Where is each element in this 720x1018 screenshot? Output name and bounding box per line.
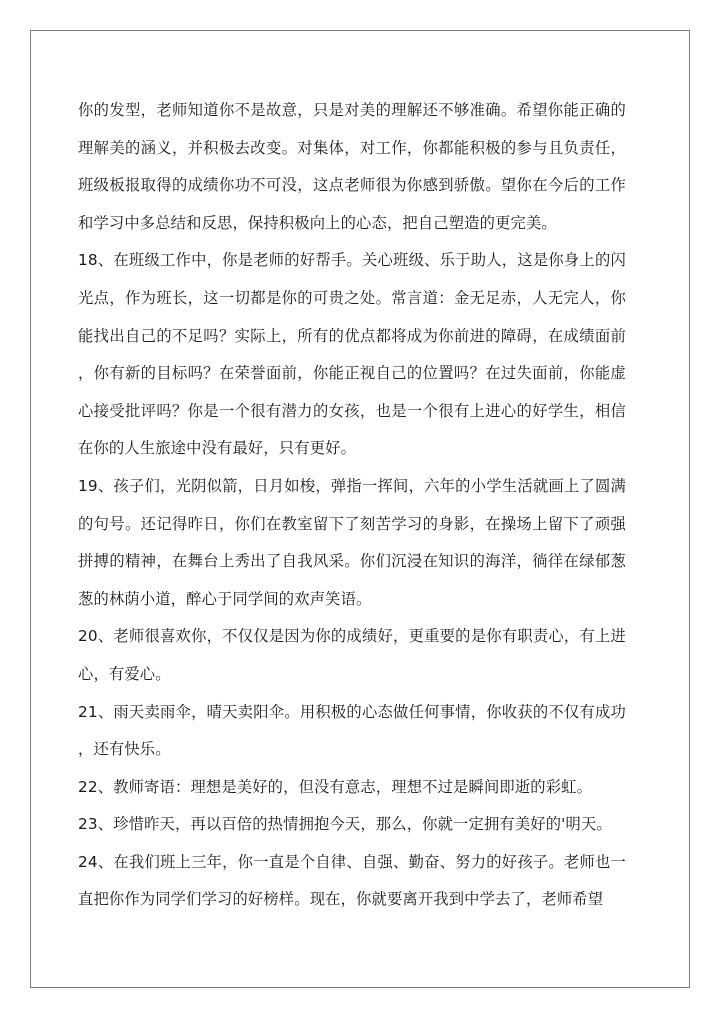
paragraph-21: 21、雨天卖雨伞，晴天卖阳伞。用积极的心态做任何事情，你收获的不仅有成功，还有快乐。 [78,702,626,759]
document-body [78,92,626,919]
paragraph-24: 24、在我们班上三年，你一直是个自律、自强、勤奋、努力的好孩子。老师也一直把你作为同学们学习的好榜样。现在，你就要离开我到中学去了，老师希望 [78,852,626,909]
paragraph-18: 18、在班级工作中，你是老师的好帮手。关心班级、乐于助人，这是你身上的闪光点，作为班长，这一切都是你的可贵之处。常言道：金无足赤，人无完人，你能找出自己的不足吗？实际上，所有的优点都将成为你前进的障碍，在成绩面前，你有新的目标吗？在荣誉面前，你能正视自己的位置吗？在过失面前，你能虚心接受批评吗？你是一个很有潜力的女孩，也是一个很有上进心的好学生，相信在你的人生旅途中没有最好，只有更好。 [78,251,626,458]
paragraph-23: 23、珍惜昨天，再以百倍的热情拥抱今天，那么，你就一定拥有美好的'明天。 [78,815,612,834]
paragraph-continuation: 你的发型，老师知道你不是故意，只是对美的理解还不够准确。希望你能正确的理解美的涵义，并积极去改变。对集体，对工作，你都能积极的参与且负责任，班级板报取得的成绩你功不可没，这点老师很为你感到骄傲。望你在今后的工作和学习中多总结和反思，保持积极向上的心态，把自己塑造的更完美。 [78,101,626,232]
paragraph-20: 20、老师很喜欢你，不仅仅是因为你的成绩好，更重要的是你有职责心，有上进心，有爱心。 [78,627,626,683]
paragraph-22: 22、教师寄语：理想是美好的，但没有意志，理想不过是瞬间即逝的彩虹。 [78,777,593,796]
paragraph-19: 19、孩子们，光阴似箭，日月如梭，弹指一挥间，六年的小学生活就画上了圆满的句号。还记得昨日，你们在教室留下了刻苦学习的身影，在操场上留下了顽强拼搏的精神，在舞台上秀出了自我风采。你们沉浸在知识的海洋，徜徉在绿郁葱葱的林荫小道，醉心于同学间的欢声笑语。 [78,476,626,608]
